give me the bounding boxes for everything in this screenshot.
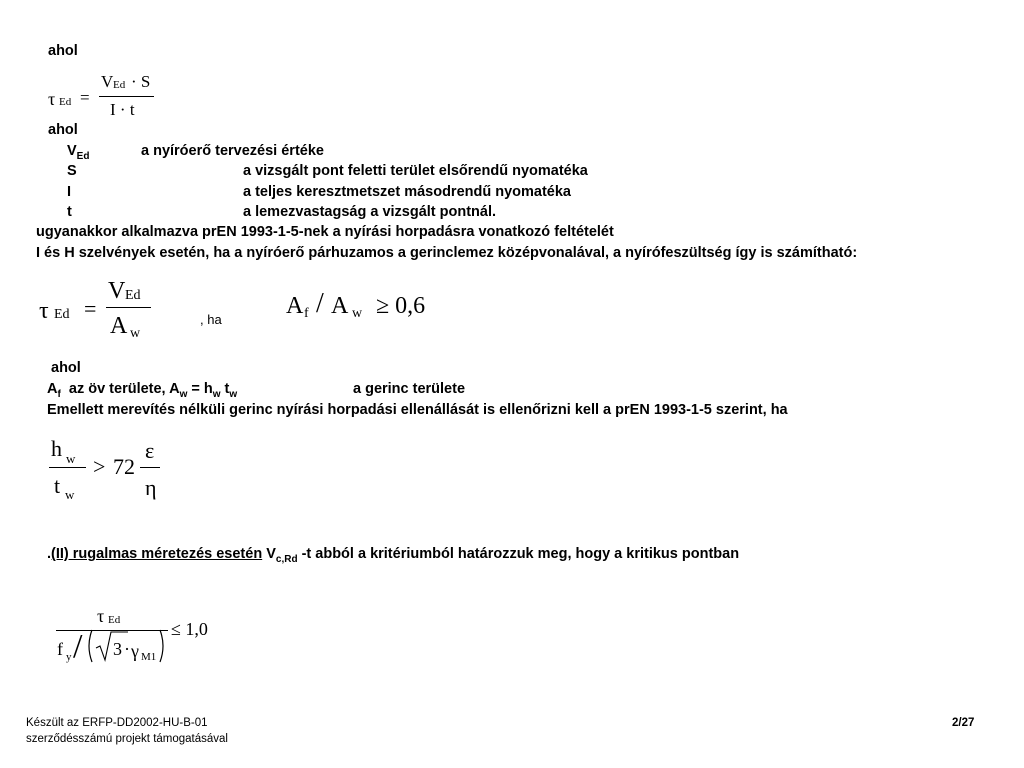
f5-dot: · <box>124 639 130 659</box>
f3-af: A <box>286 293 304 319</box>
text-i-h-szelvenyek: I és H szelvények esetén, ha a nyíróerő párhuzamos a gerinclemez középvonalával, a nyírófeszültség így is számítható: <box>36 245 858 261</box>
f4-fraction-bar-right <box>140 467 160 468</box>
f2-eq: = <box>84 296 97 321</box>
f4-rel: > <box>93 454 106 479</box>
f2-num-sub: Ed <box>125 288 141 303</box>
f5-slash: / <box>73 628 83 665</box>
footer-line-2: szerződésszámú projekt támogatásával <box>26 733 228 745</box>
f3-af-sub: f <box>304 306 309 321</box>
footer-line-1: Készült az ERFP-DD2002-HU-B-01 <box>26 717 208 729</box>
text-emellett: Emellett merevítés nélküli gerinc nyírási horpadási ellenállását is ellenőrizni kell a prEN 1993-1-5 szerint, ha <box>47 402 788 418</box>
f5-sqrt3: 3 <box>113 639 122 659</box>
f1-eq: = <box>80 88 90 107</box>
page-number: 2/27 <box>952 717 975 729</box>
f5-tau: τ <box>97 606 105 626</box>
f5-gamma: γ <box>131 641 139 661</box>
f2-tau: τ <box>39 298 49 324</box>
text-rugalmas-meretezes: .(II) rugalmas méretezés esetén $V_{c,Rd}$ -t abból a kritériumból határozzuk meg, hogy a kritikus pontban <box>47 546 740 565</box>
f5-rel: ≤ 1,0 <box>171 619 208 639</box>
f1-tau: τ <box>48 89 56 109</box>
f4-t: t <box>54 473 61 498</box>
def-s-desc: a vizsgált pont feletti terület elsőrendű nyomatéka <box>243 163 588 179</box>
footer-credit <box>26 715 228 747</box>
f2-fraction-bar <box>106 307 151 308</box>
def-ved-symbol: $V_{Ed}$ <box>67 143 90 162</box>
label-ahol-2: ahol <box>48 122 78 138</box>
f3-rel: ≥ 0,6 <box>376 293 426 319</box>
def-af-line: $A_f$ az öv területe, $A_w = h_w$ $t_w$ <box>47 381 238 400</box>
f5-gamma-sub: M1 <box>141 651 157 663</box>
f5-f: f <box>57 639 63 659</box>
f1-num-v-sub: Ed <box>113 79 126 91</box>
label-ahol-1: ahol <box>48 43 78 59</box>
def-i-symbol: I <box>67 184 72 200</box>
f4-eps: ε <box>145 438 155 463</box>
f5-tau-sub: Ed <box>108 614 121 626</box>
def-t-desc: a lemezvastagság a vizsgált pontnál. <box>243 204 497 220</box>
f4-t-sub: w <box>65 487 75 502</box>
f4-h: h <box>51 436 62 461</box>
f2-tau-sub: Ed <box>54 307 70 322</box>
f1-num-s: · S <box>131 72 151 91</box>
f2-den-a: A <box>110 313 128 339</box>
f3-aw-sub: w <box>352 306 363 321</box>
f4-eta: η <box>145 475 157 500</box>
text-ugyanakkor: ugyanakkor alkalmazva prEN 1993-1-5-nek a nyírási horpadásra vonatkozó feltételét <box>36 224 614 240</box>
f5-f-sub: y <box>66 651 72 663</box>
f1-tau-sub: Ed <box>59 96 72 108</box>
f1-fraction-bar <box>99 96 154 97</box>
f4-fraction-bar-left <box>49 467 86 468</box>
f4-coef: 72 <box>113 454 135 479</box>
def-aw-desc: a gerinc területe <box>353 381 466 397</box>
f3-aw: A <box>331 293 349 319</box>
def-ved-desc: a nyíróerő tervezési értéke <box>141 143 324 159</box>
def-s-symbol: S <box>67 163 77 179</box>
f2-num-v: V <box>108 278 126 304</box>
label-ahol-3: ahol <box>51 360 81 376</box>
f1-den: I · t <box>110 100 135 119</box>
f4-h-sub: w <box>66 451 76 466</box>
f2-den-sub: w <box>130 326 141 341</box>
def-i-desc: a teljes keresztmetszet másodrendű nyomatéka <box>243 184 571 200</box>
label-ha: , ha <box>200 312 222 327</box>
f1-num-v: V <box>101 72 114 91</box>
f3-slash: / <box>316 288 324 319</box>
def-t-symbol: t <box>67 204 72 220</box>
